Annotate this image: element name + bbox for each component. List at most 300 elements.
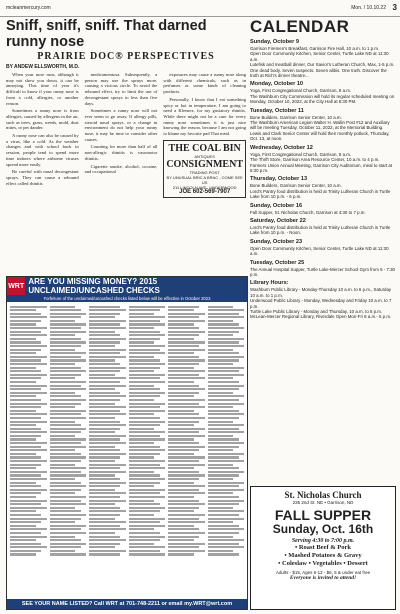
name-entry: [168, 474, 205, 476]
name-entry: [10, 338, 36, 340]
name-entry: [208, 496, 239, 498]
page-number: 3: [392, 3, 397, 12]
calendar-day-heading: Saturday, October 22: [250, 217, 306, 224]
name-entry: [89, 532, 115, 534]
ad-sub: ANTIQUES: [194, 153, 215, 159]
name-entry: [50, 510, 81, 512]
name-entry: [208, 464, 234, 466]
name-entry: [129, 417, 160, 419]
name-entry: [168, 532, 205, 534]
name-entry: [129, 442, 155, 444]
supper-date: Sunday, Oct. 16th: [272, 522, 374, 536]
name-entry: [168, 323, 194, 325]
name-entry: [89, 338, 126, 340]
name-entry: [208, 553, 239, 555]
church-address: 235 2nd St. NE • Garrison, ND: [292, 500, 354, 505]
name-entry: [10, 385, 47, 387]
name-entry: [10, 514, 41, 516]
name-entry: [208, 435, 234, 437]
unclaimed-checks-ad: [6, 276, 248, 610]
name-entry: [129, 431, 166, 433]
name-entry: [89, 356, 126, 358]
name-entry: [50, 359, 87, 361]
name-entry: [168, 471, 199, 473]
name-entry: [168, 399, 205, 401]
calendar-day-heading: Sunday, October 16: [250, 202, 303, 209]
name-entry: [50, 550, 76, 552]
calendar-event: Open Door Community Kitchen, Senior Center, Turtle Lake ND at 11:30 a.m.: [250, 51, 389, 62]
name-entry: [208, 385, 245, 387]
wrt-logo: WRT: [7, 277, 25, 295]
name-entry: [89, 331, 115, 333]
name-entry: [129, 309, 160, 311]
calendar-event: Lord's Pantry food distribution is held at Trinity Lutheran Church in Turtle Lake from 10 p.m. - Noon.: [250, 224, 391, 236]
calendar-event: Open Door Community Kitchen, Senior Center, Turtle Lake ND at 11:30 a.m.: [250, 245, 389, 257]
name-entry: [50, 553, 87, 555]
name-entry: [208, 388, 239, 390]
name-entry: [168, 320, 205, 322]
name-entry: [50, 334, 76, 336]
name-column: [10, 304, 47, 564]
name-entry: [129, 349, 160, 351]
name-entry: [89, 521, 126, 523]
name-entry: [89, 449, 120, 451]
calendar-title: CALENDAR: [250, 18, 350, 36]
name-entry: [50, 410, 87, 412]
name-entry: [89, 403, 115, 405]
name-entry: [168, 553, 194, 555]
name-entry: [10, 406, 41, 408]
name-entry: [208, 442, 245, 444]
article-body: [6, 72, 246, 201]
name-entry: [10, 521, 41, 523]
name-entry: [168, 539, 194, 541]
name-entry: [168, 367, 194, 369]
name-entry: [129, 424, 160, 426]
name-entry: [129, 438, 166, 440]
name-entry: [89, 424, 126, 426]
name-entry: [168, 482, 194, 484]
name-entry: [208, 536, 234, 538]
name-entry: [10, 438, 36, 440]
name-entry: [50, 496, 87, 498]
name-entry: [208, 341, 239, 343]
name-entry: [129, 313, 155, 315]
name-entry: [50, 341, 87, 343]
name-entry: [50, 528, 81, 530]
name-entry: [168, 446, 205, 448]
name-entry: [89, 306, 120, 308]
name-entry: [50, 349, 76, 351]
name-entry: [89, 518, 115, 520]
name-entry: [50, 385, 81, 387]
name-entry: [10, 356, 47, 358]
name-entry: [129, 525, 166, 527]
name-entry: [89, 460, 115, 462]
name-entry: [208, 528, 245, 530]
name-entry: [50, 449, 76, 451]
name-entry: [50, 403, 81, 405]
name-column: [168, 304, 205, 564]
name-entry: [168, 370, 205, 372]
name-entry: [10, 392, 47, 394]
name-entry: [129, 521, 160, 523]
name-entry: [129, 327, 155, 329]
name-entry: [50, 316, 81, 318]
name-entry: [208, 421, 234, 423]
name-entry: [10, 428, 41, 430]
ad-hours: BY UNUSUAL BRIC A BRAC - COME SEE US: [166, 174, 243, 185]
name-entry: [50, 413, 81, 415]
name-entry: [208, 446, 239, 448]
name-entry: [89, 309, 126, 311]
menu-item: • Mashed Potatoes & Gravy: [284, 552, 362, 559]
calendar-day-heading: Thursday, October 13: [250, 176, 308, 183]
name-entry: [50, 421, 76, 423]
name-entry: [129, 478, 166, 480]
name-entry: [50, 460, 81, 462]
name-entry: [50, 546, 81, 548]
name-entry: [10, 460, 47, 462]
name-entry: [129, 352, 166, 354]
name-entry: [208, 489, 245, 491]
name-entry: [129, 410, 166, 412]
name-entry: [168, 413, 199, 415]
name-entry: [89, 410, 120, 412]
name-entry: [10, 309, 36, 311]
name-column: [129, 304, 166, 564]
name-entry: [50, 406, 76, 408]
name-entry: [208, 456, 239, 458]
name-entry: [168, 453, 194, 455]
name-entry: [50, 500, 81, 502]
name-entry: [89, 417, 115, 419]
name-entry: [89, 442, 126, 444]
calendar-event: Underwood Public Library - Monday, Wednesday and Friday 10 a.m. to 7 p.m.: [250, 298, 392, 309]
ad-sub: CONSIGNMENT: [166, 158, 243, 170]
name-entry: [89, 435, 126, 437]
name-entry: [208, 543, 239, 545]
name-entry: [129, 381, 166, 383]
name-entry: [89, 352, 120, 354]
name-entry: [208, 320, 234, 322]
name-entry: [89, 507, 120, 509]
name-entry: [89, 345, 115, 347]
name-entry: [89, 428, 120, 430]
name-entry: [208, 399, 239, 401]
name-entry: [50, 381, 87, 383]
name-entry: [168, 460, 199, 462]
name-entry: [10, 550, 41, 552]
name-entry: [50, 536, 76, 538]
calendar-event: Lutefisk and meatball dinner, Our Savior's Lutheran Church, Max, 1-5 p.m.: [250, 62, 395, 68]
name-entry: [89, 381, 120, 383]
name-entry: [10, 388, 41, 390]
name-entry: [129, 464, 160, 466]
calendar-event: Garrison Firemen's Breakfast, Garrison Fire Hall, 10 a.m. to 1 p.m.: [250, 46, 380, 51]
name-entry: [50, 453, 81, 455]
name-entry: [50, 474, 87, 476]
name-entry: [208, 460, 245, 462]
calendar-day-heading: Library Hours:: [250, 280, 289, 287]
name-entry: [168, 338, 194, 340]
name-entry: [208, 485, 239, 487]
name-entry: [129, 460, 166, 462]
name-entry: [208, 453, 245, 455]
name-entry: [208, 503, 239, 505]
name-entry: [168, 334, 199, 336]
name-entry: [208, 403, 245, 405]
name-entry: [50, 503, 87, 505]
calendar-event: Yoga, First Congregational Church, Garrison, 8 a.m.: [250, 151, 352, 157]
name-entry: [10, 421, 47, 423]
name-entry: [89, 453, 126, 455]
name-entry: [129, 492, 160, 494]
name-entry: [168, 424, 194, 426]
name-entry: [89, 316, 115, 318]
name-entry: [208, 510, 245, 512]
name-entry: [168, 546, 199, 548]
name-entry: [129, 385, 155, 387]
name-entry: [10, 331, 41, 333]
name-entry: [50, 428, 87, 430]
name-entry: [129, 485, 155, 487]
name-entry: [208, 309, 245, 311]
name-entry: [168, 543, 205, 545]
name-entry: [129, 496, 166, 498]
article-col-3: [163, 72, 246, 201]
calendar-event: Bone Builders, Garrison Senior Center, 10 a.m.: [250, 183, 342, 189]
name-entry: [208, 349, 234, 351]
name-entry: [208, 478, 234, 480]
name-entry: [89, 320, 126, 322]
name-entry: [50, 485, 87, 487]
name-entry: [50, 363, 76, 365]
name-entry: [89, 446, 115, 448]
name-entry: [89, 471, 126, 473]
name-entry: [208, 438, 239, 440]
name-entry: [129, 413, 155, 415]
name-entry: [129, 428, 155, 430]
name-entry: [89, 510, 126, 512]
name-entry: [50, 492, 76, 494]
calendar-event: McLean-Mercer Regional Library, Riverdale Open Mon-Fri 8 a.m.- 5 p.m.: [250, 314, 392, 320]
name-entry: [50, 471, 81, 473]
ad-title: THE COAL BIN: [168, 142, 241, 154]
name-entry: [89, 478, 120, 480]
name-entry: [50, 521, 76, 523]
name-column: [208, 304, 245, 564]
name-entry: [168, 449, 199, 451]
name-entry: [50, 338, 81, 340]
name-entry: [168, 510, 194, 512]
name-entry: [10, 453, 36, 455]
name-entry: [168, 485, 205, 487]
name-entry: [89, 323, 120, 325]
calendar-day-heading: Sunday, October 9: [250, 39, 300, 45]
name-entry: [129, 546, 166, 548]
name-entry: [208, 410, 239, 412]
name-column: [50, 304, 87, 564]
name-entry: [168, 381, 194, 383]
name-entry: [10, 478, 47, 480]
name-entry: [129, 316, 166, 318]
name-entry: [89, 395, 126, 397]
paragraph: Be careful with nasal decongestant sprays. They can cause a rebound effect called rhinitis: [6, 169, 79, 186]
name-entry: [168, 431, 199, 433]
name-entry: [129, 306, 166, 308]
name-entry: [168, 489, 199, 491]
paragraph: Counting for more than half of all non-allergic rhinitis is vasomotor rhinitis.: [84, 144, 158, 161]
name-entry: [168, 377, 205, 379]
name-entry: [168, 518, 199, 520]
name-entry: [10, 410, 36, 412]
name-entry: [50, 525, 87, 527]
name-entry: [50, 478, 76, 480]
name-entry: [10, 417, 41, 419]
name-entry: [168, 503, 205, 505]
name-entry: [208, 392, 234, 394]
name-entry: [129, 374, 166, 376]
paragraph: When your nose runs, although it may not show you down, it can be annoying. This time of year it's difficult to know if your runny nose is from a cold, allergies, or another reason.: [6, 72, 79, 106]
name-entry: [10, 543, 41, 545]
ad-sub: TRADING POST: [189, 169, 220, 175]
name-entry: [89, 489, 115, 491]
name-entry: [208, 467, 239, 469]
paragraph: Personally, I know that I eat something spicy or hot in temperature, I am going to need a Kleenex, for my gustatory rhinitis. While there might not be a cure for every runny nose sometimes it is just nice knowing the reason, because I am not going to blame my favorite pad Thai meal.: [163, 96, 246, 137]
name-entry: [129, 334, 166, 336]
unclaimed-header: [7, 277, 247, 295]
name-entry: [10, 471, 47, 473]
name-entry: [208, 374, 245, 376]
name-entry: [208, 367, 245, 369]
name-entry: [10, 424, 36, 426]
name-entry: [89, 377, 126, 379]
name-entry: [10, 431, 47, 433]
name-entry: [50, 352, 87, 354]
name-entry: [50, 356, 81, 358]
name-entry: [10, 442, 47, 444]
name-entry: [168, 388, 205, 390]
name-entry: [208, 525, 239, 527]
name-entry: [10, 341, 41, 343]
serving-time: Serving 4:30 to 7:00 p.m.: [291, 538, 355, 544]
calendar-event: Washburn Public Library - Monday-Thursday 10 a.m. to 6 p.m., Saturday 10 a.m. to 1 p.m.: [250, 287, 392, 298]
paragraph: Sometimes a runny nose will not ever seem to go away. If allergy pills, steroid nasal sprays, or a change in environment do not help your runny nose, it may be time to consider other causes.: [84, 108, 158, 142]
name-entry: [129, 370, 155, 372]
name-entry: [208, 482, 245, 484]
name-entry: [10, 503, 41, 505]
name-entry: [89, 528, 126, 530]
name-entry: [208, 424, 245, 426]
name-entry: [129, 528, 155, 530]
name-entry: [10, 518, 47, 520]
name-entry: [50, 507, 76, 509]
name-entry: [89, 482, 126, 484]
name-entry: [10, 464, 41, 466]
name-entry: [10, 327, 47, 329]
name-entry: [168, 403, 199, 405]
name-entry: [89, 399, 120, 401]
name-entry: [10, 489, 47, 491]
name-entry: [208, 359, 239, 361]
name-entry: [129, 341, 155, 343]
name-entry: [168, 374, 199, 376]
name-entry: [50, 345, 81, 347]
name-entry: [50, 543, 87, 545]
article-headline: Sniff, sniff, sniff. That darned runny nose: [6, 18, 207, 50]
calendar-event: One dead body. Seven suspects. Seven alibis. One truth. Discover the truth at Rich's dinner theatre...: [250, 67, 387, 79]
name-entry: [129, 406, 160, 408]
church-name: St. Nicholas Church: [284, 490, 362, 500]
name-entry: [10, 377, 41, 379]
calendar-days: [250, 39, 396, 320]
page-header: [0, 0, 400, 17]
paragraph: A runny nose can also be caused by a virus, like a cold. As the weather changes and with school back in session, people tend to spend more time indoors where airborne viruses spread more easily.: [6, 133, 79, 167]
name-entry: [129, 539, 160, 541]
calendar-day-heading: Wednesday, October 12: [250, 144, 313, 151]
calendar-event: Yoga, First Congregational Church, Garrison, 8 a.m.: [250, 88, 352, 94]
name-entry: [168, 438, 194, 440]
name-entry: [168, 525, 194, 527]
name-entry: [168, 456, 205, 458]
calendar-event: Lewis and Clark Senior Center will hold their monthly potluck, Thursday, Oct. 13, at noon.: [250, 130, 390, 142]
name-entry: [50, 464, 76, 466]
name-entry: [89, 392, 120, 394]
name-entry: [50, 327, 81, 329]
name-entry: [50, 424, 81, 426]
name-entry: [129, 510, 160, 512]
name-entry: [208, 377, 234, 379]
name-entry: [208, 417, 239, 419]
name-entry: [10, 413, 47, 415]
name-entry: [208, 474, 239, 476]
name-entry: [168, 496, 194, 498]
name-entry: [168, 313, 205, 315]
name-entry: [168, 507, 199, 509]
name-entry: [10, 352, 36, 354]
name-entry: [50, 539, 81, 541]
name-entry: [208, 370, 239, 372]
name-entry: [208, 471, 245, 473]
name-entry: [50, 377, 76, 379]
name-entry: [208, 327, 245, 329]
name-entry: [89, 385, 126, 387]
name-entry: [168, 521, 205, 523]
calendar-day-heading: Tuesday, October 11: [250, 107, 304, 114]
name-entry: [129, 553, 166, 555]
name-entry: [89, 525, 120, 527]
name-entry: [89, 503, 115, 505]
name-entry: [89, 406, 126, 408]
name-entry: [50, 482, 81, 484]
calendar-day-heading: Tuesday, October 25: [250, 259, 305, 266]
name-entry: [89, 550, 126, 552]
name-entry: [89, 456, 120, 458]
name-entry: [50, 532, 87, 534]
supper-welcome: Everyone is invited to attend!: [289, 575, 357, 581]
name-entry: [89, 500, 126, 502]
calendar-event: The Washburn City Commission will hold its regular scheduled meeting on Monday, October 10, 2022, at the City Hall at 6:30 PM.: [250, 93, 395, 105]
name-entry: [168, 550, 205, 552]
name-entry: [168, 341, 205, 343]
name-entry: [89, 485, 120, 487]
name-entry: [168, 349, 205, 351]
article-col-1: [6, 72, 79, 201]
name-entry: [50, 399, 87, 401]
name-entry: [10, 496, 36, 498]
name-entry: [10, 374, 47, 376]
